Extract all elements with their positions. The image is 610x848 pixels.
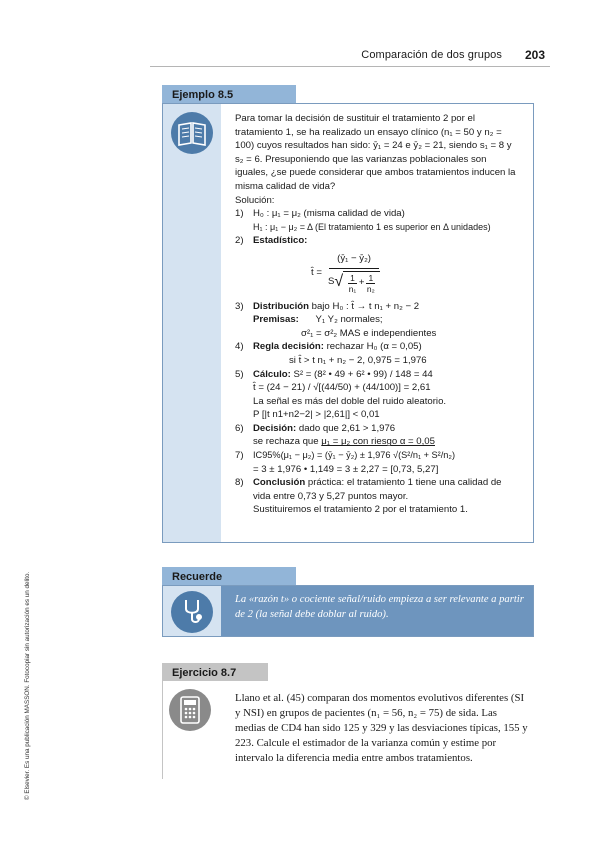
exercise-box xyxy=(162,681,534,779)
running-header xyxy=(150,47,550,67)
book-icon xyxy=(171,112,213,154)
t-statistic-formula: t̂ = (ȳ₁ − ȳ₂) S √ 1 n₁ + $\frac{1}{\text{n₂}}$ xyxy=(235,252,521,294)
step-8: 8) Conclusión práctica: el tratamiento 1 tiene una calidad de vida entre 0,73 y 5,27 puntos mayor. Sustituiremos el tratamiento 2 por el tratamiento 1. xyxy=(235,477,502,516)
step-6: 6) Decisión: dado que 2,61 > 1,976 se rechaza que μ₁ = μ₂ con riesgo α = 0,05 xyxy=(235,422,435,448)
hypothesis-h0: H₀ : μ₁ = μ₂ (misma calidad de vida) xyxy=(253,208,405,220)
recuerde-box xyxy=(162,585,534,637)
recuerde-text: La «razón t» o cociente señal/ruido empieza a ser relevante a partir de 2 (la señal debe doblar al ruido). xyxy=(235,594,524,620)
step-5: 5) Cálculo: S² = (8² • 49 + 6² • 99) / 148 = 44 t̂ = (24 − 21) / √[(44/50) + (44/100)] = 2,61 La señal es más del doble del ruido aleatorio. P [|t n1+n2−2| > |2,61|] < 0,01 xyxy=(235,368,447,421)
exercise-tab: Ejercicio 8.7 xyxy=(162,663,268,681)
formula-numerator: (ȳ₁ − ȳ₂) xyxy=(329,252,379,269)
example-box xyxy=(162,103,534,543)
calculator-icon xyxy=(169,689,211,731)
solution-label: Solución: xyxy=(235,194,275,206)
example-tab: Ejemplo 8.5 xyxy=(162,85,296,103)
statistic-label: Estadístico: xyxy=(253,235,308,247)
copyright-side-note: © Elsevier. Es una publicación MASSON. Fotocopiar sin autorización es un delito. xyxy=(24,571,31,800)
chapter-title: Comparación de dos grupos xyxy=(361,49,502,61)
formula-denominator: S √ 1 n₁ + $\frac{1}{\text{n₂}}$ xyxy=(328,269,380,294)
example-content xyxy=(235,112,521,517)
header-rule xyxy=(150,66,550,67)
step-7: 7) IC95%(μ₁ − μ₂) = (ȳ₁ − ȳ₂) ± 1,976 √(S²/n₁ + S²/n₂) = 3 ± 1,976 • 1,149 = 3 ± 2,27 = [0,73, 5,27] xyxy=(235,450,456,475)
step-4: 4) Regla decisión: rechazar H₀ (α = 0,05) si t̂ > t n₁ + n₂ − 2, 0,975 = 1,976 xyxy=(235,341,427,366)
exercise-text: Llano et al. (45) comparan dos momentos evolutivos diferentes (SI y NSI) en grupos de pacientes (n₁ = 56, n₂ = 75) de sida. Las medias de CD4 han sido 125 y 329 y las desviaciones típicas, 155 y 223. Calcule el estimador de la varianza común y estime por intervalo la diferencia media entre ambos tratamientos. xyxy=(235,692,528,764)
recuerde-tab: Recuerde xyxy=(162,567,296,585)
stethoscope-icon xyxy=(171,591,213,633)
example-gutter xyxy=(163,104,221,542)
step-1: 1) H₀ : μ₁ = μ₂ (misma calidad de vida) H₁ : μ₁ − μ₂ = Δ (El tratamiento 1 es superior en Δ unidades) xyxy=(235,207,521,234)
example-intro: Para tomar la decisión de sustituir el tratamiento 2 por el tratamiento 1, se ha realizado un ensayo clínico (n₁ = 50 y n₂ = 100) cuyos resultados han sido: ȳ₁ = 24 e ȳ₂ = 21, siendo s₁ = 8 y s₂ = 6. Presuponiendo que las varianzas poblacionales son iguales, ¿se puede considerar que ambos tratamientos inducen la misma calidad de vida? xyxy=(235,113,516,192)
hypothesis-h1: H₁ : μ₁ − μ₂ = Δ (El tratamiento 1 es superior en Δ unidades) xyxy=(253,221,491,232)
step-3: 3) Distribución bajo H₀ : t̂ → t n₁ + n₂ − 2 Premisas: Y₁ Y₂ normales; σ²₁ = σ²₂ MAS e independientes xyxy=(235,300,437,339)
step-2: 2) Estadístico: xyxy=(235,234,521,248)
page-number: 203 xyxy=(524,48,545,62)
